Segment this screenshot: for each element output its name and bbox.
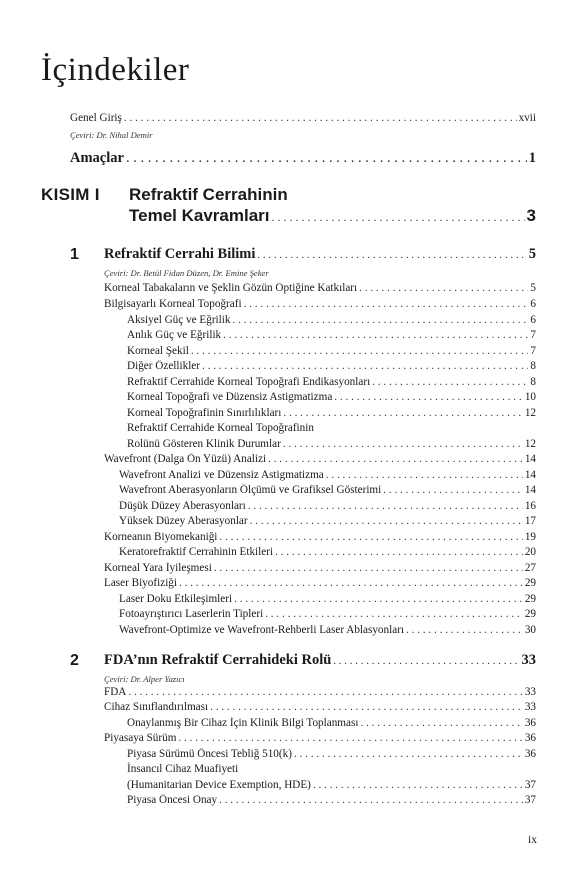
chapter-number: 1: [70, 246, 79, 263]
toc-entry-chapter1[interactable]: [104, 246, 536, 263]
toc-entry-page: 33: [524, 701, 536, 713]
toc-entry[interactable]: [119, 484, 536, 496]
toc-entry-page: 19: [524, 531, 536, 543]
dot-leader: [372, 376, 528, 388]
toc-entry-page: 29: [524, 577, 536, 589]
dot-leader: [275, 546, 523, 558]
toc-entry-label: Anlık Güç ve Eğrilik: [127, 329, 222, 341]
dot-leader: [210, 701, 523, 713]
toc-entry-page: 20: [524, 546, 536, 558]
toc-entry-label: Korneal Topoğrafi ve Düzensiz Astigmatizma: [127, 391, 333, 403]
toc-entry[interactable]: [119, 624, 536, 636]
dot-leader: [202, 360, 528, 372]
translator-credit: Çeviri: Dr. Alper Yazıcı: [104, 674, 185, 684]
toc-entry-label: FDA: [104, 686, 127, 698]
toc-entry-page: 37: [524, 779, 536, 791]
toc-entry-label: Onaylanmış Bir Cihaz İçin Klinik Bilgi Toplanması: [127, 717, 359, 729]
dot-leader: [214, 562, 523, 574]
dot-leader: [294, 748, 523, 760]
toc-entry[interactable]: [127, 329, 536, 341]
toc-entry[interactable]: [104, 531, 536, 543]
dot-leader: [334, 391, 523, 403]
toc-entry[interactable]: [127, 376, 536, 388]
dot-leader: [268, 453, 523, 465]
toc-entry[interactable]: [119, 500, 536, 512]
toc-entry-page: 33: [524, 686, 536, 698]
dot-leader: [191, 345, 529, 357]
toc-entry-label: Bilgisayarlı Korneal Topoğrafi: [104, 298, 242, 310]
toc-entry-page: 27: [524, 562, 536, 574]
toc-entry-page: 5: [530, 282, 536, 294]
toc-entry-page: 12: [524, 407, 536, 419]
dot-leader: [383, 484, 523, 496]
toc-entry-label: (Humanitarian Device Exemption, HDE): [127, 779, 311, 791]
toc-entry-label: Diğer Özellikler: [127, 360, 200, 372]
toc-entry-genel-giris[interactable]: [70, 112, 536, 124]
dot-leader: [283, 438, 523, 450]
toc-entry-page: 17: [524, 515, 536, 527]
toc-entry-part1[interactable]: [129, 206, 536, 226]
toc-entry-page: 14: [524, 469, 536, 481]
toc-entry-label: Korneal Şekil: [127, 345, 189, 357]
toc-entry-label: Cihaz Sınıflandırılması: [104, 701, 209, 713]
toc-entry-label: Laser Doku Etkileşimleri: [119, 593, 233, 605]
chapter-number: 2: [70, 652, 79, 669]
toc-entry[interactable]: [127, 391, 536, 403]
toc-entry-continued[interactable]: İnsancıl Cihaz Muafiyeti: [127, 763, 239, 775]
toc-entry[interactable]: [104, 701, 536, 713]
page-number: ix: [528, 834, 537, 846]
toc-entry-page: 36: [524, 717, 536, 729]
dot-leader: [326, 469, 523, 481]
toc-entry-page: 30: [524, 624, 536, 636]
dot-leader: [128, 686, 522, 698]
toc-entry-label: Laser Biyofiziği: [104, 577, 178, 589]
toc-entry-page: 16: [524, 500, 536, 512]
toc-entry-label: Amaçlar: [70, 150, 124, 166]
toc-entry[interactable]: [127, 314, 536, 326]
toc-entry-page: 14: [524, 453, 536, 465]
toc-entry-label: Korneal Topoğrafinin Sınırlılıkları: [127, 407, 282, 419]
toc-entry-page: 10: [524, 391, 536, 403]
dot-leader: [283, 407, 522, 419]
translator-credit: Çeviri: Dr. Nihal Demir: [70, 130, 153, 140]
toc-entry-label: Piyasa Öncesi Onay: [127, 794, 218, 806]
toc-entry-label: Genel Giriş: [70, 112, 122, 124]
toc-entry-page: 3: [526, 206, 536, 225]
toc-entry-page: 33: [521, 652, 536, 668]
toc-entry-page: 36: [524, 732, 536, 744]
dot-leader: [219, 794, 523, 806]
dot-leader: [232, 314, 528, 326]
toc-entry[interactable]: [104, 562, 536, 574]
toc-entry[interactable]: [104, 686, 536, 698]
toc-entry-label: Korneanın Biyomekaniği: [104, 531, 218, 543]
dot-leader: [219, 531, 522, 543]
dot-leader: [360, 717, 522, 729]
toc-entry-page: 5: [528, 246, 536, 262]
toc-entry-page: 14: [524, 484, 536, 496]
toc-entry-continued[interactable]: Refraktif Cerrahide Korneal Topoğrafinin: [127, 422, 314, 434]
toc-entry[interactable]: [119, 515, 536, 527]
toc-entry[interactable]: [119, 546, 536, 558]
toc-entry-page: 1: [528, 150, 536, 166]
toc-entry[interactable]: [119, 608, 536, 620]
toc-entry-label: Refraktif Cerrahide Korneal Topoğrafi Endikasyonları: [127, 376, 371, 388]
chapter-title: Refraktif Cerrahi Bilimi: [104, 246, 256, 262]
toc-entry[interactable]: [127, 407, 536, 419]
dot-leader: [244, 298, 529, 310]
toc-entry-label: Korneal Yara İyileşmesi: [104, 562, 212, 574]
dot-leader: [126, 150, 527, 167]
toc-entry[interactable]: [104, 453, 536, 465]
dot-leader: [265, 608, 523, 620]
toc-entry[interactable]: [104, 298, 536, 310]
toc-entry[interactable]: [119, 593, 536, 605]
dot-leader: [406, 624, 523, 636]
toc-entry-label: Düşük Düzey Aberasyonları: [119, 500, 246, 512]
toc-entry-label: Wavefront (Dalga Ön Yüzü) Analizi: [104, 453, 267, 465]
toc-entry-chapter2[interactable]: [104, 652, 536, 669]
toc-entry-page: 6: [530, 314, 536, 326]
dot-leader: [250, 515, 523, 527]
toc-entry-page: 8: [530, 376, 536, 388]
toc-entry-label: Wavefront-Optimize ve Wavefront-Rehberli Laser Ablasyonları: [119, 624, 405, 636]
toc-entry[interactable]: [127, 717, 536, 729]
dot-leader: [257, 249, 526, 261]
dot-leader: [359, 282, 528, 294]
dot-leader: [234, 593, 523, 605]
dot-leader: [223, 329, 528, 341]
toc-entry[interactable]: [119, 469, 536, 481]
dot-leader: [313, 779, 523, 791]
toc-entry[interactable]: [127, 345, 536, 357]
toc-entry-label: Fotoayrıştırıcı Laserlerin Tipleri: [119, 608, 264, 620]
toc-entry-label: Wavefront Aberasyonların Ölçümü ve Grafiksel Gösterimi: [119, 484, 382, 496]
toc-entry-page: 37: [524, 794, 536, 806]
dot-leader: [178, 732, 522, 744]
chapter-title: FDA’nın Refraktif Cerrahideki Rolü: [104, 652, 332, 668]
part-title-line1: Refraktif Cerrahinin: [129, 185, 288, 204]
toc-entry[interactable]: [127, 438, 536, 450]
toc-entry-label: Piyasaya Sürüm: [104, 732, 177, 744]
toc-entry-page: 12: [524, 438, 536, 450]
toc-entry-label: Korneal Tabakaların ve Şeklin Gözün Optiğine Katkıları: [104, 282, 358, 294]
toc-entry-label: Wavefront Analizi ve Düzensiz Astigmatizma: [119, 469, 324, 481]
dot-leader: [124, 112, 517, 124]
toc-entry-page: 6: [530, 298, 536, 310]
part-title-line2: Temel Kavramları: [129, 206, 270, 225]
translator-credit: Çeviri: Dr. Betül Fidan Düzen, Dr. Emine Şeker: [104, 268, 269, 278]
toc-entry[interactable]: [104, 732, 536, 744]
dot-leader: [248, 500, 523, 512]
page-title: İçindekiler: [41, 52, 190, 88]
dot-leader: [179, 577, 523, 589]
toc-entry[interactable]: [104, 282, 536, 294]
toc-entry-page: 7: [530, 345, 536, 357]
toc-entry[interactable]: [127, 794, 536, 806]
toc-entry[interactable]: [127, 779, 536, 791]
toc-entry[interactable]: [104, 577, 536, 589]
part-label: KISIM I: [41, 185, 100, 204]
toc-entry-page: 8: [530, 360, 536, 372]
dot-leader: [333, 655, 519, 667]
toc-entry-label: Yüksek Düzey Aberasyonlar: [119, 515, 248, 527]
toc-entry[interactable]: [127, 360, 536, 372]
toc-entry-page: 7: [530, 329, 536, 341]
toc-entry-page: 29: [524, 593, 536, 605]
toc-entry-label: Piyasa Sürümü Öncesi Tebliğ 510(k): [127, 748, 292, 760]
toc-entry-amaclar[interactable]: [70, 150, 536, 167]
toc-entry-label: Aksiyel Güç ve Eğrilik: [127, 314, 231, 326]
dot-leader: [271, 210, 524, 225]
toc-entry-page: 36: [524, 748, 536, 760]
toc-entry-page: 29: [524, 608, 536, 620]
toc-entry-label: Rolünü Gösteren Klinik Durumlar: [127, 438, 281, 450]
toc-entry[interactable]: [127, 748, 536, 760]
toc-entry-page: xvii: [518, 112, 536, 124]
toc-entry-label: Keratorefraktif Cerrahinin Etkileri: [119, 546, 274, 558]
